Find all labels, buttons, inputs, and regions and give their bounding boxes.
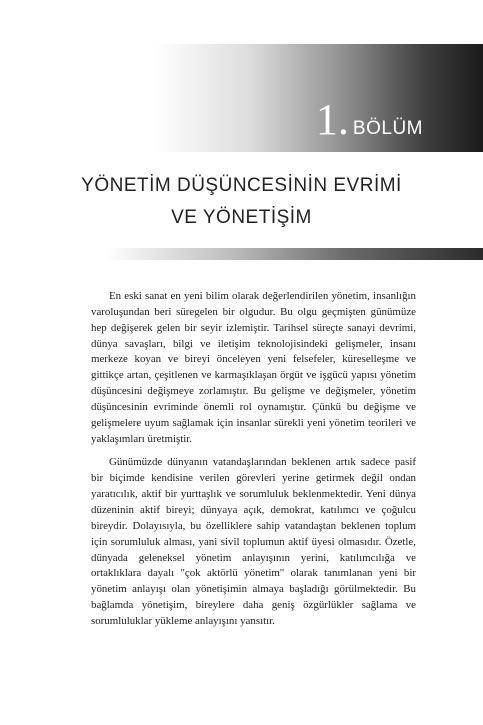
chapter-word: BÖLÜM xyxy=(352,118,423,139)
chapter-label xyxy=(316,94,423,145)
chapter-header-band xyxy=(0,44,483,152)
chapter-title-line-2: VE YÖNETİŞİM xyxy=(171,207,312,228)
chapter-number: 1. xyxy=(315,95,349,144)
chapter-title-line-1: YÖNETİM DÜŞÜNCESİNİN EVRİMİ xyxy=(81,175,402,196)
body-text xyxy=(91,289,416,638)
paragraph: En eski sanat en yeni bilim olarak değerlendirilen yönetim, insanlığın varoluşundan beri süregelen bir olgudur. Bu olgu geçmişten günümüze hep değişerek gelen bir seyir izlemiştir. Tarihsel süreçte sanayi devrimi, dünya savaşları, bilgi ve iletişim teknolojisindeki gelişmeler, insanı merkeze koyan ve bireyi önceleyen yeni felsefeler, küreselleşme ve gittikçe artan, çeşitlenen ve karmaşıklaşan örgüt ve işgücü yapısı yönetim düşüncesini değişmeye zorlamıştır. Bu gelişme ve değişmeler, yönetim düşüncesinin evriminde önemli rol oynamıştır. Çünkü bu değişme ve gelişmelere uyum sağlamak için insanlar sürekli yeni yönetim teorileri ve yaklaşımları üretmiştir. xyxy=(91,290,416,445)
title-rule-band xyxy=(0,248,483,260)
paragraph: Günümüzde dünyanın vatandaşlarından beklenen artık sadece pasif bir biçimde kendisine verilen görevleri yerine getirmek değil ondan yaratıcılık, aktif bir yurttaşlık ve sorumluluk beklenmektedir. Yeni dünya düzeninin aktif bireyi; dünyaya açık, demokrat, katılımcı ve çoğulcu bireydir. Dolayısıyla, bu özelliklere sahip vatandaştan beklenen toplum için sorumluluk alması, yani sivil toplumun aktif üyesi olmasıdır. Özetle, dünyada geleneksel yönetim anlayışının yerini, katılımcılığa ve ortaklıklara dayalı "çok aktörlü yönetim" olarak tanımlanan yeni bir yönetim anlayışı olan yönetişimin almaya başladığı görülmektedir. Bu bağlamda yönetişim, bireylere daha geniş özgürlükler sağlama ve sorumluluklar yükleme anlayışını yansıtır. xyxy=(91,456,416,627)
